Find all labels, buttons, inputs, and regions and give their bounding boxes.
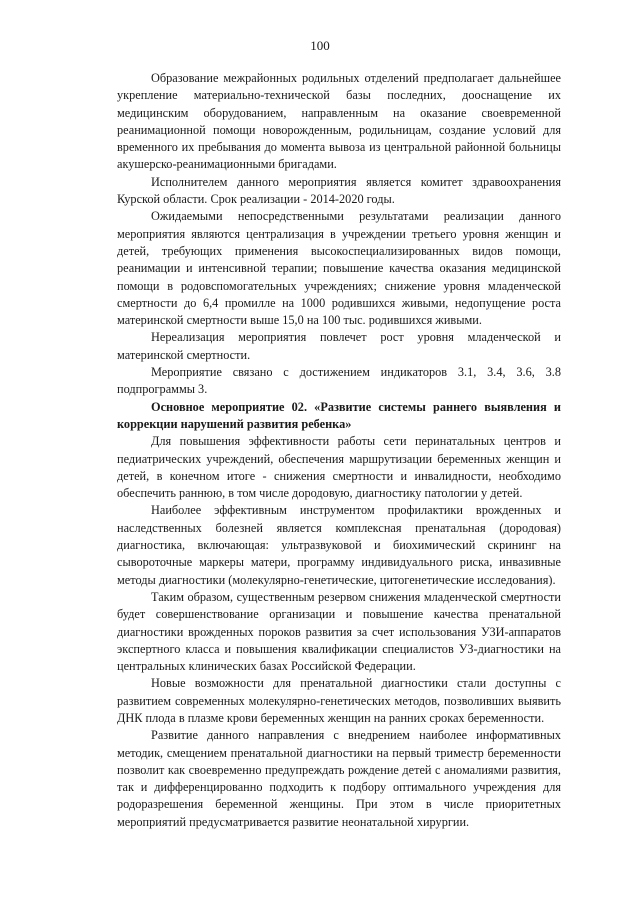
section-heading: Основное мероприятие 02. «Развитие системы раннего выявления и коррекции нарушений развития ребенка» [117,399,561,431]
paragraph: Исполнителем данного мероприятия является комитет здравоохранения Курской области. Срок реализации - 2014-2020 годы. [117,174,561,207]
page-number: 100 [310,38,330,53]
paragraph: Новые возможности для пренатальной диагностики стали доступны с развитием современных молекулярно-генетических методов, позволивших выявить ДНК плода в плазме крови беременных женщин на ранних сроках беременности. [117,676,561,725]
paragraph: Для повышения эффективности работы сети перинатальных центров и педиатрических учреждений, обеспечения маршрутизации беременных женщин и детей, в конечном итоге - снижения смертности и инвалидности, необходимо обеспечить раннюю, в том числе дородовую, диагностику патологии у детей. [117,434,561,501]
document-body [117,70,561,831]
paragraph: Образование межрайонных родильных отделений предполагает дальнейшее укрепление материально-технической базы последних, дооснащение их медицинским оборудованием, направленным на оказание своевременной реанимационной помощи новорожденным, родильницам, создание условий для временного их пребывания до момента вывоза из центральной районной больницы акушерско-реанимационными бригадами. [117,71,561,172]
paragraph: Мероприятие связано с достижением индикаторов 3.1, 3.4, 3.6, 3.8 подпрограммы 3. [117,365,561,397]
paragraph: Нереализация мероприятия повлечет рост уровня младенческой и материнской смертности. [117,330,561,362]
paragraph: Развитие данного направления с внедрением наиболее информативных методик, смещением пренатальной диагностики на первый триместр беременности позволит как своевременно предупреждать рождение детей с аномалиями развития, так и дифференцированно подходить к подбору оптимального учреждения для родоразрешения беременной женщины. При этом в числе приоритетных мероприятий предусматривается развитие неонатальной хирургии. [117,728,561,829]
paragraph: Ожидаемыми непосредственными результатами реализации данного мероприятия являются централизация в учреждении третьего уровня женщин и детей, требующих применения высокоспециализированных видов помощи, реанимации и интенсивной терапии; повышение качества оказания медицинской помощи в родовспомогательных учреждениях; снижение уровня младенческой смертности до 6,4 промилле на 1000 родившихся живыми, недопущение роста материнской смертности выше 15,0 на 100 тыс. родившихся живыми. [117,209,561,328]
paragraph: Наиболее эффективным инструментом профилактики врожденных и наследственных болезней является комплексная пренатальная (дородовая) диагностика, включающая: ультразвуковой и биохимический скрининг на сывороточные маркеры матери, программу индивидуального риска, инвазивные методы диагностики (молекулярно-генетические, цитогенетические исследования). [117,503,561,587]
paragraph: Таким образом, существенным резервом снижения младенческой смертности будет совершенствование организации и повышение качества пренатальной диагностики врожденных пороков развития за счет использования УЗИ-аппаратов экспертного класса и повышения квалификации специалистов УЗ-диагностики на центральных клинических базах Российской Федерации. [117,589,561,674]
